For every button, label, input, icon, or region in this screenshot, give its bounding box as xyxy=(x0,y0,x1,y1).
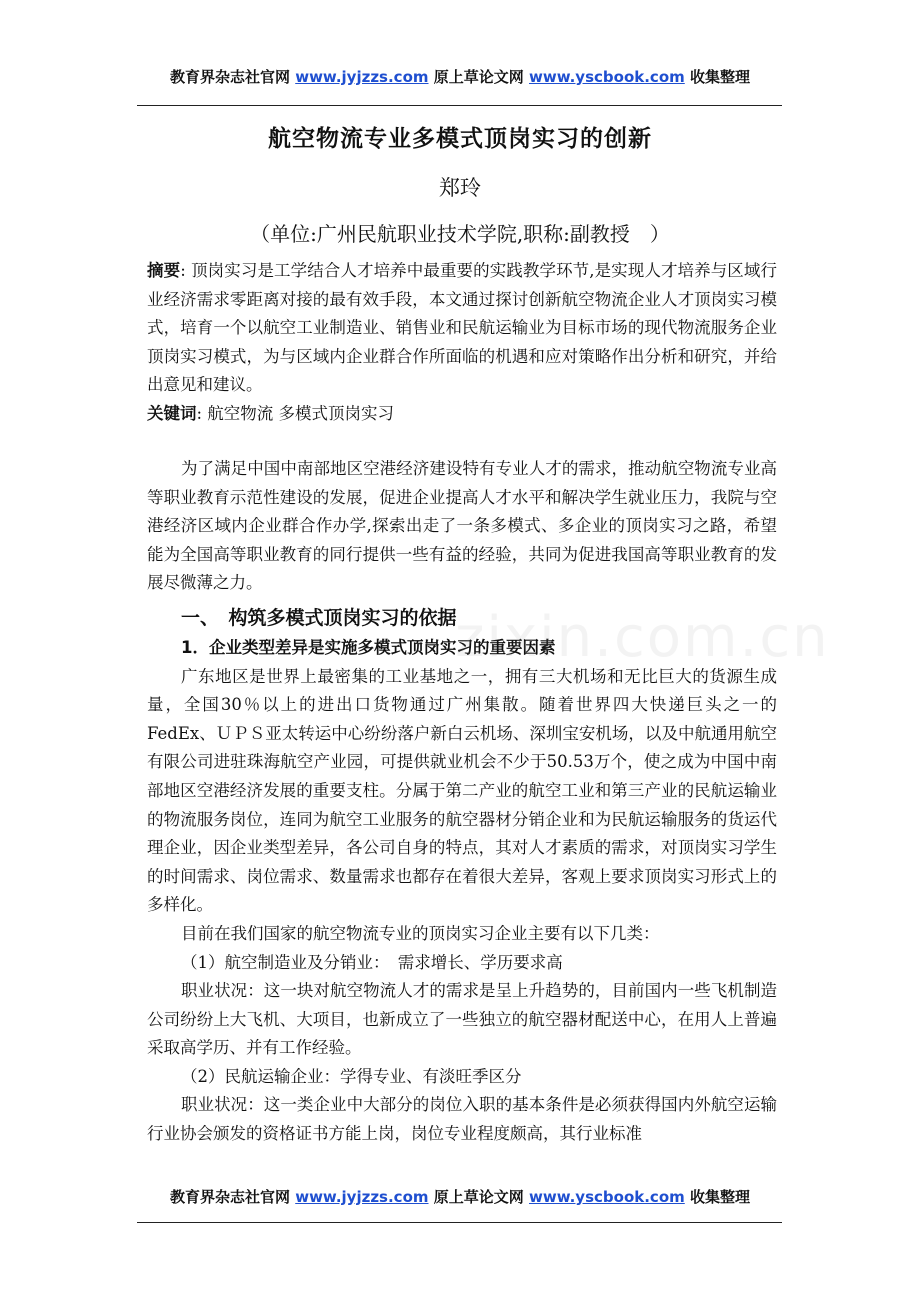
header-link-jyjzzs[interactable]: www.jyjzzs.com xyxy=(295,68,429,86)
body-paragraph: 目前在我们国家的航空物流专业的顶岗实习企业主要有以下几类： xyxy=(181,923,660,943)
body-paragraph: 广东地区是世界上最密集的工业基地之一，拥有三大机场和无比巨大的货源生成量，全国30％以上的进出口货物通过广州集散。随着世界四大快递巨头之一的FedEx、ＵＰＳ亚太转运中心纷纷落户新白云机场、深圳宝安机场，以及中航通用航空有限公司进驻珠海航空产业园，可提供就业机会不少于50.53万个，使之成为中国中南部地区空港经济发展的重要支柱。分属于第二产业的航空工业和第三产业的民航运输业的物流服务岗位，连同为航空工业服务的航空器材分销企业和为民航运输服务的货运代理企业，因企业类型差异，各公司自身的特点，其对人才素质的需求，对顶岗实习学生的时间需求、岗位需求、数量需求也都存在着很大差异，客观上要求顶岗实习形式上的多样化。 xyxy=(147,666,777,915)
header-prefix: 教育界杂志社官网 xyxy=(169,68,290,86)
keywords-paragraph xyxy=(147,400,777,429)
footer-prefix: 教育界杂志社官网 xyxy=(169,1188,290,1206)
header-suffix: 收集整理 xyxy=(690,68,751,86)
body-paragraph: 职业状况：这一块对航空物流人才的需求是呈上升趋势的，目前国内一些飞机制造公司纷纷上大飞机、大项目，也新成立了一些独立的航空器材配送中心，在用人上普遍采取高学历、并有工作经验。 xyxy=(147,981,777,1058)
footer-middle: 原上草论文网 xyxy=(433,1188,524,1206)
footer-link-jyjzzs[interactable]: www.jyjzzs.com xyxy=(295,1188,429,1206)
header-link-yscbook[interactable]: www.yscbook.com xyxy=(529,68,685,86)
page-header xyxy=(0,66,920,87)
footer-link-yscbook[interactable]: www.yscbook.com xyxy=(529,1188,685,1206)
article-affiliation: （单位:广州民航职业技术学院,职称:副教授 ） xyxy=(250,222,670,246)
keywords-text: : 航空物流 多模式顶岗实习 xyxy=(196,403,395,423)
footer-rule xyxy=(137,1222,782,1223)
abstract-label: 摘要 xyxy=(147,261,181,280)
article-author: 郑玲 xyxy=(439,176,481,200)
body-paragraph: 职业状况：这一类企业中大部分的岗位入职的基本条件是必须获得国内外航空运输行业协会颁发的资格证书方能上岗，岗位专业程度颇高，其行业标准 xyxy=(147,1095,777,1144)
header-middle: 原上草论文网 xyxy=(433,68,524,86)
header-rule xyxy=(137,105,782,106)
intro-paragraph: 为了满足中国中南部地区空港经济建设特有专业人才的需求，推动航空物流专业高等职业教育示范性建设的发展，促进企业提高人才水平和解决学生就业压力，我院与空港经济区域内企业群合作办学,探索出走了一条多模式、多企业的顶岗实习之路，希望能为全国高等职业教育的同行提供一些有益的经验，共同为促进我国高等职业教育的发展尽微薄之力。 xyxy=(147,459,777,593)
list-item: （2）民航运输企业：学得专业、有淡旺季区分 xyxy=(181,1066,522,1086)
main-body xyxy=(147,455,777,1149)
abstract-block xyxy=(147,257,777,429)
watermark: zixin.com.cn xyxy=(455,605,830,670)
page-footer xyxy=(0,1186,920,1207)
article-title: 航空物流专业多模式顶岗实习的创新 xyxy=(268,126,652,152)
keywords-label: 关键词 xyxy=(147,403,197,423)
abstract-text: : 顶岗实习是工学结合人才培养中最重要的实践教学环节,是实现人才培养与区域行业经济需求零距离对接的最有效手段，本文通过探讨创新航空物流企业人才顶岗实习模式，培育一个以航空工业制造业、销售业和民航运输业为目标市场的现代物流服务企业顶岗实习模式，为与区域内企业群合作所面临的机遇和应对策略作出分析和研究，并给出意见和建议。 xyxy=(147,261,777,395)
abstract-paragraph xyxy=(147,257,777,400)
section-heading: 一、 构筑多模式顶岗实习的依据 xyxy=(181,606,457,629)
list-item: （1）航空制造业及分销业： 需求增长、学历要求高 xyxy=(181,952,563,972)
footer-suffix: 收集整理 xyxy=(690,1188,751,1206)
subsection-heading: 1．企业类型差异是实施多模式顶岗实习的重要因素 xyxy=(181,637,556,657)
